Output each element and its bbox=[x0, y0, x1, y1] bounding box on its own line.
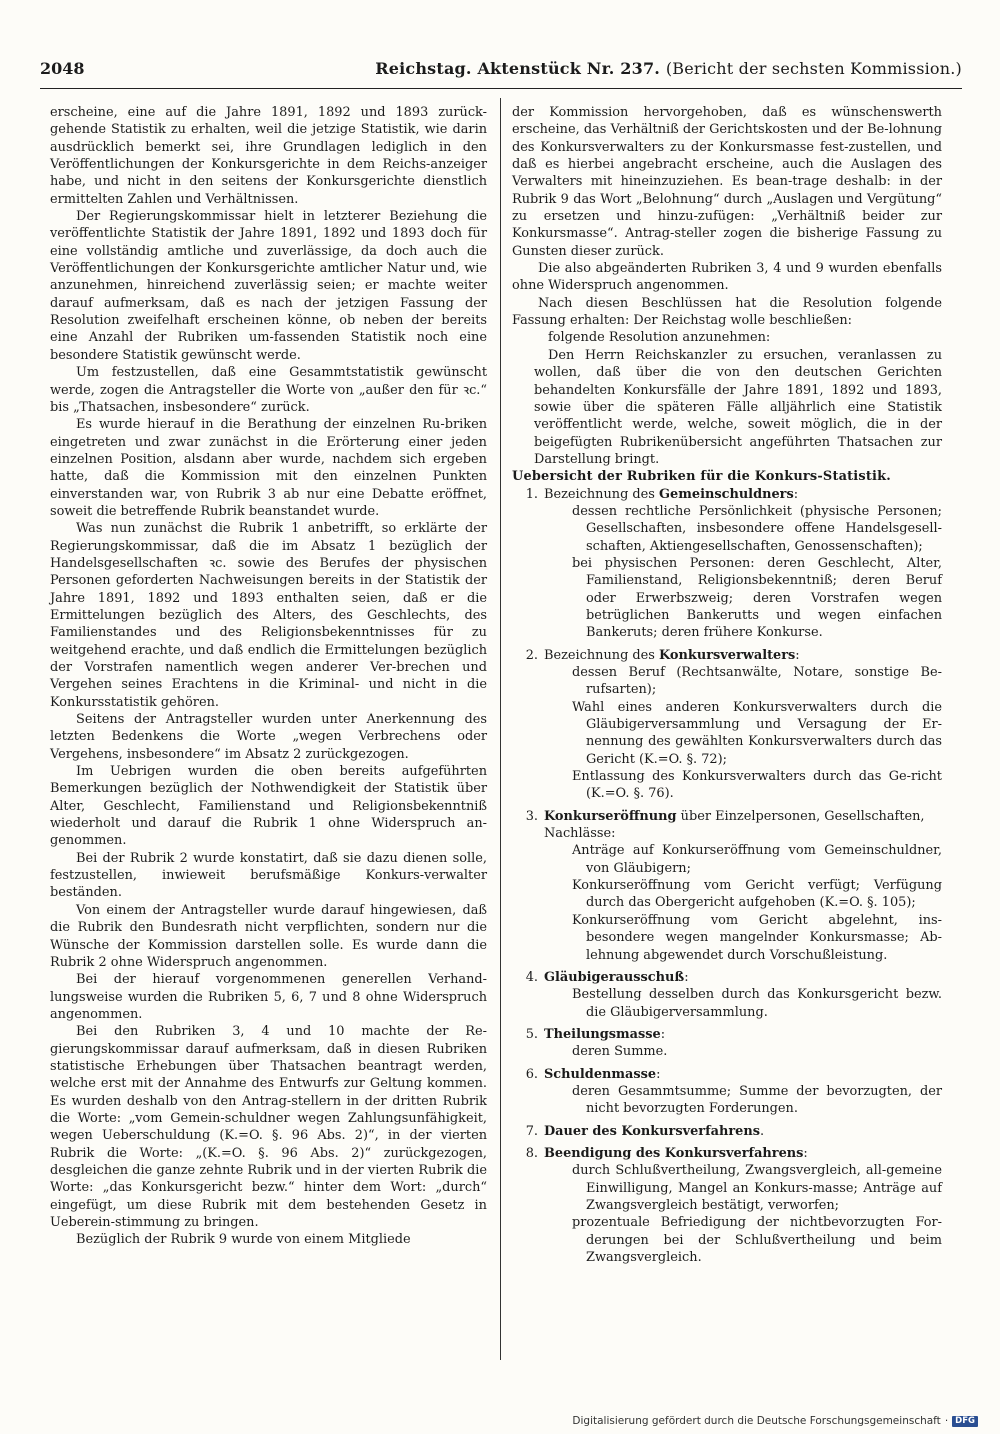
rubric-label-pre: Bezeichnung des bbox=[544, 486, 660, 502]
rubric-item bbox=[512, 1066, 942, 1118]
rubric-item bbox=[512, 969, 942, 1021]
rubric-subentry: Konkurseröffnung vom Gericht verfügt; Verfügung durch das Obergericht aufgehoben (K.=O. §. 105); bbox=[572, 878, 942, 911]
rubric-number: 6. bbox=[525, 1066, 538, 1082]
rubric-subentry: Konkurseröffnung vom Gericht abgelehnt, ins-besondere wegen mangelnder Konkursmasse; Ab-lehnung abgewendet durch Vorschußleistung. bbox=[572, 912, 942, 963]
rubric-item bbox=[512, 1145, 942, 1266]
rubric-subentry: dessen Beruf (Rechtsanwälte, Notare, sonstige Be-rufsarten); bbox=[572, 665, 942, 698]
rubric-item bbox=[512, 808, 942, 964]
rubric-heading bbox=[512, 808, 942, 843]
rubric-label bbox=[544, 1145, 942, 1162]
left-paragraph: Von einem der Antragsteller wurde darauf hingewiesen, daß die Rubrik den Bundesrath nicht verpflichten, sondern nur die Wünsche der Kommission darstellen solle. Es wurde dann die Rubrik 2 ohne Widerspruch angenommen. bbox=[50, 902, 487, 970]
right-paragraph: der Kommission hervorgehoben, daß es wünschenswerth erscheine, das Verhältniß der Gerichtskosten und der Be-lohnung des Konkursverwalters zu der Konkursmasse fest-zustellen, und daß es hierbei angebracht erscheine, auch die Auslagen des Verwalters mit hineinzuziehen. Es bean-trage deshalb: in der Rubrik 9 das Wort „Belohnung“ durch „Auslagen und Vergütung“ zu ersetzen und hinzu-zufügen: „Verhältniß beider zur Konkursmasse“. Antrag-steller zogen die bisherige Fassung zu Gunsten dieser zurück. bbox=[512, 105, 942, 259]
rubric-subentry: dessen rechtliche Persönlichkeit (physische Personen; Gesellschaften, insbesondere offene Handelsgesell-schaften, Aktiengesellschaften, Genossenschaften); bbox=[572, 503, 942, 554]
left-paragraph: erscheine, eine auf die Jahre 1891, 1892 und 1893 zurück-gehende Statistik zu erhalten, weil die jetzige Statistik, wie darin ausdrücklich bemerkt sei, ihre Grundlagen lediglich in den Veröffentlichungen der Konkursgerichte in dem Reichs-anzeiger habe, und nicht in den seitens der Konkursgerichte dienstlich ermittelten Zahlen und Verhältnissen. bbox=[50, 105, 487, 207]
rubric-label-key: Theilungsmasse bbox=[544, 1026, 661, 1042]
column-divider bbox=[500, 98, 501, 1360]
rubric-subentry: deren Gesammtsumme; Summe der bevorzugten, der nicht bevorzugten Forderungen. bbox=[572, 1083, 942, 1117]
left-column bbox=[50, 104, 487, 1249]
rubric-subentry: Wahl eines anderen Konkursverwalters durch die Gläubigerversammlung und Versagung der Er-nennung des gewählten Konkursverwalters durch das Gericht (K.=O. §. 72); bbox=[572, 699, 942, 767]
left-paragraph: Was nun zunächst die Rubrik 1 anbetrifft, so erklärte der Regierungskommissar, daß die im Absatz 1 bezüglich der Handelsgesellschaften ꝛc. sowie des Berufes der physischen Personen geforderten Nachweisungen bereits in der Statistik der Jahre 1891, 1892 und 1893 enthalten seien, daß er die Ermittelungen bezüglich des Alters, des Geschlechts, des Familienstandes und des Religionsbekenntnisses für zu weitgehend erachte, und daß endlich die Ermittelungen bezüglich der Vorstrafen namentlich wegen anderer Ver-brechen und Vergehen seines Erachtens in die Kriminal- und nicht in die Konkursstatistik gehören. bbox=[50, 521, 487, 710]
rubric-item bbox=[512, 1026, 942, 1061]
page-header bbox=[40, 58, 962, 86]
resolution-text: Den Herrn Reichskanzler zu ersuchen, veranlassen zu wollen, daß über die von den deutschen Gerichten behandelten Konkursfälle der Jahre 1891, 1892 und 1893, sowie über die späteren Fälle alljährlich eine Statistik veröffentlicht werde, welche, soweit möglich, die in der beigefügten Rubrikenübersicht angeführten Thatsachen zur Darstellung bringt. bbox=[534, 347, 942, 467]
rubric-heading bbox=[512, 1026, 942, 1043]
rubric-label-key: Gläubigerausschuß bbox=[544, 969, 685, 985]
rubric-subentry: prozentuale Befriedigung der nichtbevorzugten For-derungen bei der Schlußvertheilung und beim Zwangsvergleich. bbox=[572, 1215, 942, 1265]
rubric-subentry: Entlassung des Konkursverwalters durch das Ge-richt (K.=O. §. 76). bbox=[572, 769, 942, 802]
right-paragraph: Die also abgeänderten Rubriken 3, 4 und 9 wurden ebenfalls ohne Widerspruch angenommen. bbox=[512, 261, 942, 294]
rubric-subentry: Anträge auf Konkurseröffnung vom Gemeinschuldner, von Gläubigern; bbox=[572, 843, 942, 876]
rubric-heading bbox=[512, 647, 942, 664]
left-paragraph: Bei der Rubrik 2 wurde konstatirt, daß sie dazu dienen solle, festzustellen, inwieweit berufsmäßige Konkurs-verwalter beständen. bbox=[50, 850, 487, 901]
rubric-heading bbox=[512, 1145, 942, 1162]
rubric-label-key: Gemeinschuldners bbox=[659, 486, 794, 502]
rubric-label-post: : bbox=[656, 1066, 661, 1082]
rubric-subentry: deren Summe. bbox=[572, 1044, 668, 1060]
rubric-number: 5. bbox=[525, 1026, 538, 1042]
rubric-subentry: bei physischen Personen: deren Geschlecht, Alter, Familienstand, Religionsbekenntniß; deren Beruf oder Erwerbszweig; deren Vorstrafen wegen betrüglichen Bankerutts und wegen einfachen Bankeruts; deren frühere Konkurse. bbox=[572, 555, 942, 641]
left-paragraph: Im Uebrigen wurden die oben bereits aufgeführten Bemerkungen bezüglich der Nothwendigkeit der Statistik über Alter, Geschlecht, Familienstand und Religionsbekenntniß wiederholt und darauf die Rubrik 1 ohne Widerspruch an-genommen. bbox=[50, 764, 487, 849]
rubric-label-post: : bbox=[793, 486, 799, 502]
left-paragraph: Bei der hierauf vorgenommenen generellen Verhand-lungsweise wurden die Rubriken 5, 6, 7 und 8 ohne Widerspruch angenommen. bbox=[50, 972, 487, 1022]
rubric-item bbox=[512, 1123, 942, 1140]
rubric-label bbox=[544, 808, 942, 843]
section-title: Uebersicht der Rubriken für die Konkurs-Statistik. bbox=[512, 469, 891, 485]
running-title-sub: (Bericht der sechsten Kommission.) bbox=[665, 59, 962, 78]
rubric-label bbox=[544, 647, 942, 664]
rubric-label bbox=[544, 969, 942, 986]
rubric-item bbox=[512, 647, 942, 803]
rubric-label bbox=[544, 1123, 942, 1140]
footer-separator: · bbox=[944, 1415, 949, 1427]
rubric-label-key: Konkurseröffnung bbox=[544, 808, 677, 824]
running-title-main: Reichstag. Aktenstück Nr. 237. bbox=[375, 59, 661, 78]
rubric-label-key: Dauer des Konkursverfahrens bbox=[544, 1123, 760, 1139]
footer-text: Digitalisierung gefördert durch die Deutsche Forschungsgemeinschaft bbox=[572, 1415, 941, 1427]
rubric-heading bbox=[512, 969, 942, 986]
left-paragraph: Um festzustellen, daß eine Gesammtstatistik gewünscht werde, zogen die Antragsteller die Worte von „außer den für ꝛc.“ bis „Thatsachen, insbesondere“ zurück. bbox=[50, 365, 487, 415]
resolution-intro: folgende Resolution anzunehmen: bbox=[548, 330, 771, 346]
rubric-number: 7. bbox=[525, 1123, 538, 1139]
rubric-label bbox=[544, 486, 942, 503]
left-paragraph: Seitens der Antragsteller wurden unter Anerkennung des letzten Bedenkens die Worte „wegen Verbrechens oder Vergehens, insbesondere“ im Absatz 2 zurückgezogen. bbox=[50, 712, 487, 762]
rubric-heading bbox=[512, 486, 942, 503]
rubric-number: 4. bbox=[525, 969, 538, 985]
rubric-label-key: Beendigung des Konkursverfahrens bbox=[544, 1145, 804, 1161]
rubric-label bbox=[544, 1066, 942, 1083]
rubric-label-post: : bbox=[684, 969, 689, 985]
rubric-label-post: : bbox=[795, 647, 800, 663]
rubric-number: 2. bbox=[525, 647, 538, 663]
rubric-heading bbox=[512, 1123, 942, 1140]
left-paragraph: Bei den Rubriken 3, 4 und 10 machte der Re-gierungskommissar darauf aufmerksam, daß in diesen Rubriken statistische Erhebungen über Thatsachen beantragt werden, welche erst mit der Annahme des Entwurfs zur Geltung kommen. Es wurden deshalb von den Antrag-stellern in der dritten Rubrik die Worte: „vom Gemein-schuldner wegen Zahlungsunfähigkeit, wegen Ueberschuldung (K.=O. §. 96 Abs. 2)“, in der vierten Rubrik die Worte: „(K.=O. §. 96 Abs. 2)“ zurückgezogen, desgleichen die ganze zehnte Rubrik und in der vierten Rubrik die Worte: „das Konkursgericht bezw.“ hinter dem Wort: „durch“ eingefügt, um diese Rubrik mit dem bestehenden Gesetz in Ueberein-stimmung zu bringen. bbox=[50, 1024, 487, 1230]
rubric-item bbox=[512, 486, 942, 642]
header-rule bbox=[40, 88, 962, 89]
left-paragraph: Es wurde hierauf in die Berathung der einzelnen Ru-briken eingetreten und zwar zunächst in die Erörterung einer jeden einzelnen Position, alsdann aber wurde, nachdem sich ergeben hatte, daß die Kommission mit den einzelnen Punkten einverstanden war, von Rubrik 3 ab nur eine Debatte eröffnet, soweit die betreffende Rubrik beanstandet wurde. bbox=[50, 417, 487, 519]
right-column bbox=[512, 104, 942, 1271]
rubric-label-key: Schuldenmasse bbox=[544, 1066, 657, 1082]
rubric-label-pre: Bezeichnung des bbox=[544, 647, 660, 663]
rubric-label-post: über Einzelpersonen, Gesellschaften, Nachlässe: bbox=[544, 808, 925, 842]
rubric-label-post: . bbox=[759, 1123, 765, 1139]
rubric-number: 1. bbox=[525, 486, 538, 502]
rubric-label bbox=[544, 1026, 942, 1043]
left-paragraph: Bezüglich der Rubrik 9 wurde von einem Mitgliede bbox=[76, 1232, 411, 1248]
rubric-label-post: : bbox=[660, 1026, 666, 1042]
page-number: 2048 bbox=[40, 59, 85, 78]
footer-credit bbox=[572, 1414, 978, 1428]
running-title bbox=[375, 58, 962, 80]
rubric-heading bbox=[512, 1066, 942, 1083]
left-paragraph: Der Regierungskommissar hielt in letzterer Beziehung die veröffentlichte Statistik der Jahre 1891, 1892 und 1893 doch für eine vollständig amtliche und zuverlässige, da doch auch die Veröffentlichungen der Konkursgerichte amtlicher Natur und, wie anzunehmen, hinreichend zuverlässig seien; er machte weiter darauf aufmerksam, daß es nach der jetzigen Fassung der Resolution zweifelhaft erscheinen könne, ob neben der bereits eine Anzahl der Rubriken um-fassenden Statistik noch eine besondere Statistik gewünscht werde. bbox=[50, 209, 487, 363]
rubric-number: 3. bbox=[525, 808, 538, 824]
rubric-label-key: Konkursverwalters bbox=[659, 647, 796, 663]
right-paragraph: Nach diesen Beschlüssen hat die Resolution folgende Fassung erhalten: Der Reichstag wolle beschließen: bbox=[512, 295, 942, 329]
rubric-label-post: : bbox=[803, 1145, 808, 1161]
rubric-number: 8. bbox=[525, 1145, 538, 1161]
rubric-subentry: durch Schlußvertheilung, Zwangsvergleich, all-gemeine Einwilligung, Mangel an Konkurs-masse; Anträge auf Zwangsvergleich bestätigt, verworfen; bbox=[572, 1163, 942, 1213]
dfg-logo: DFG bbox=[952, 1416, 978, 1427]
rubric-subentry: Bestellung desselben durch das Konkursgericht bezw. die Gläubigerversammlung. bbox=[572, 987, 942, 1020]
rubric-list bbox=[512, 486, 942, 1267]
